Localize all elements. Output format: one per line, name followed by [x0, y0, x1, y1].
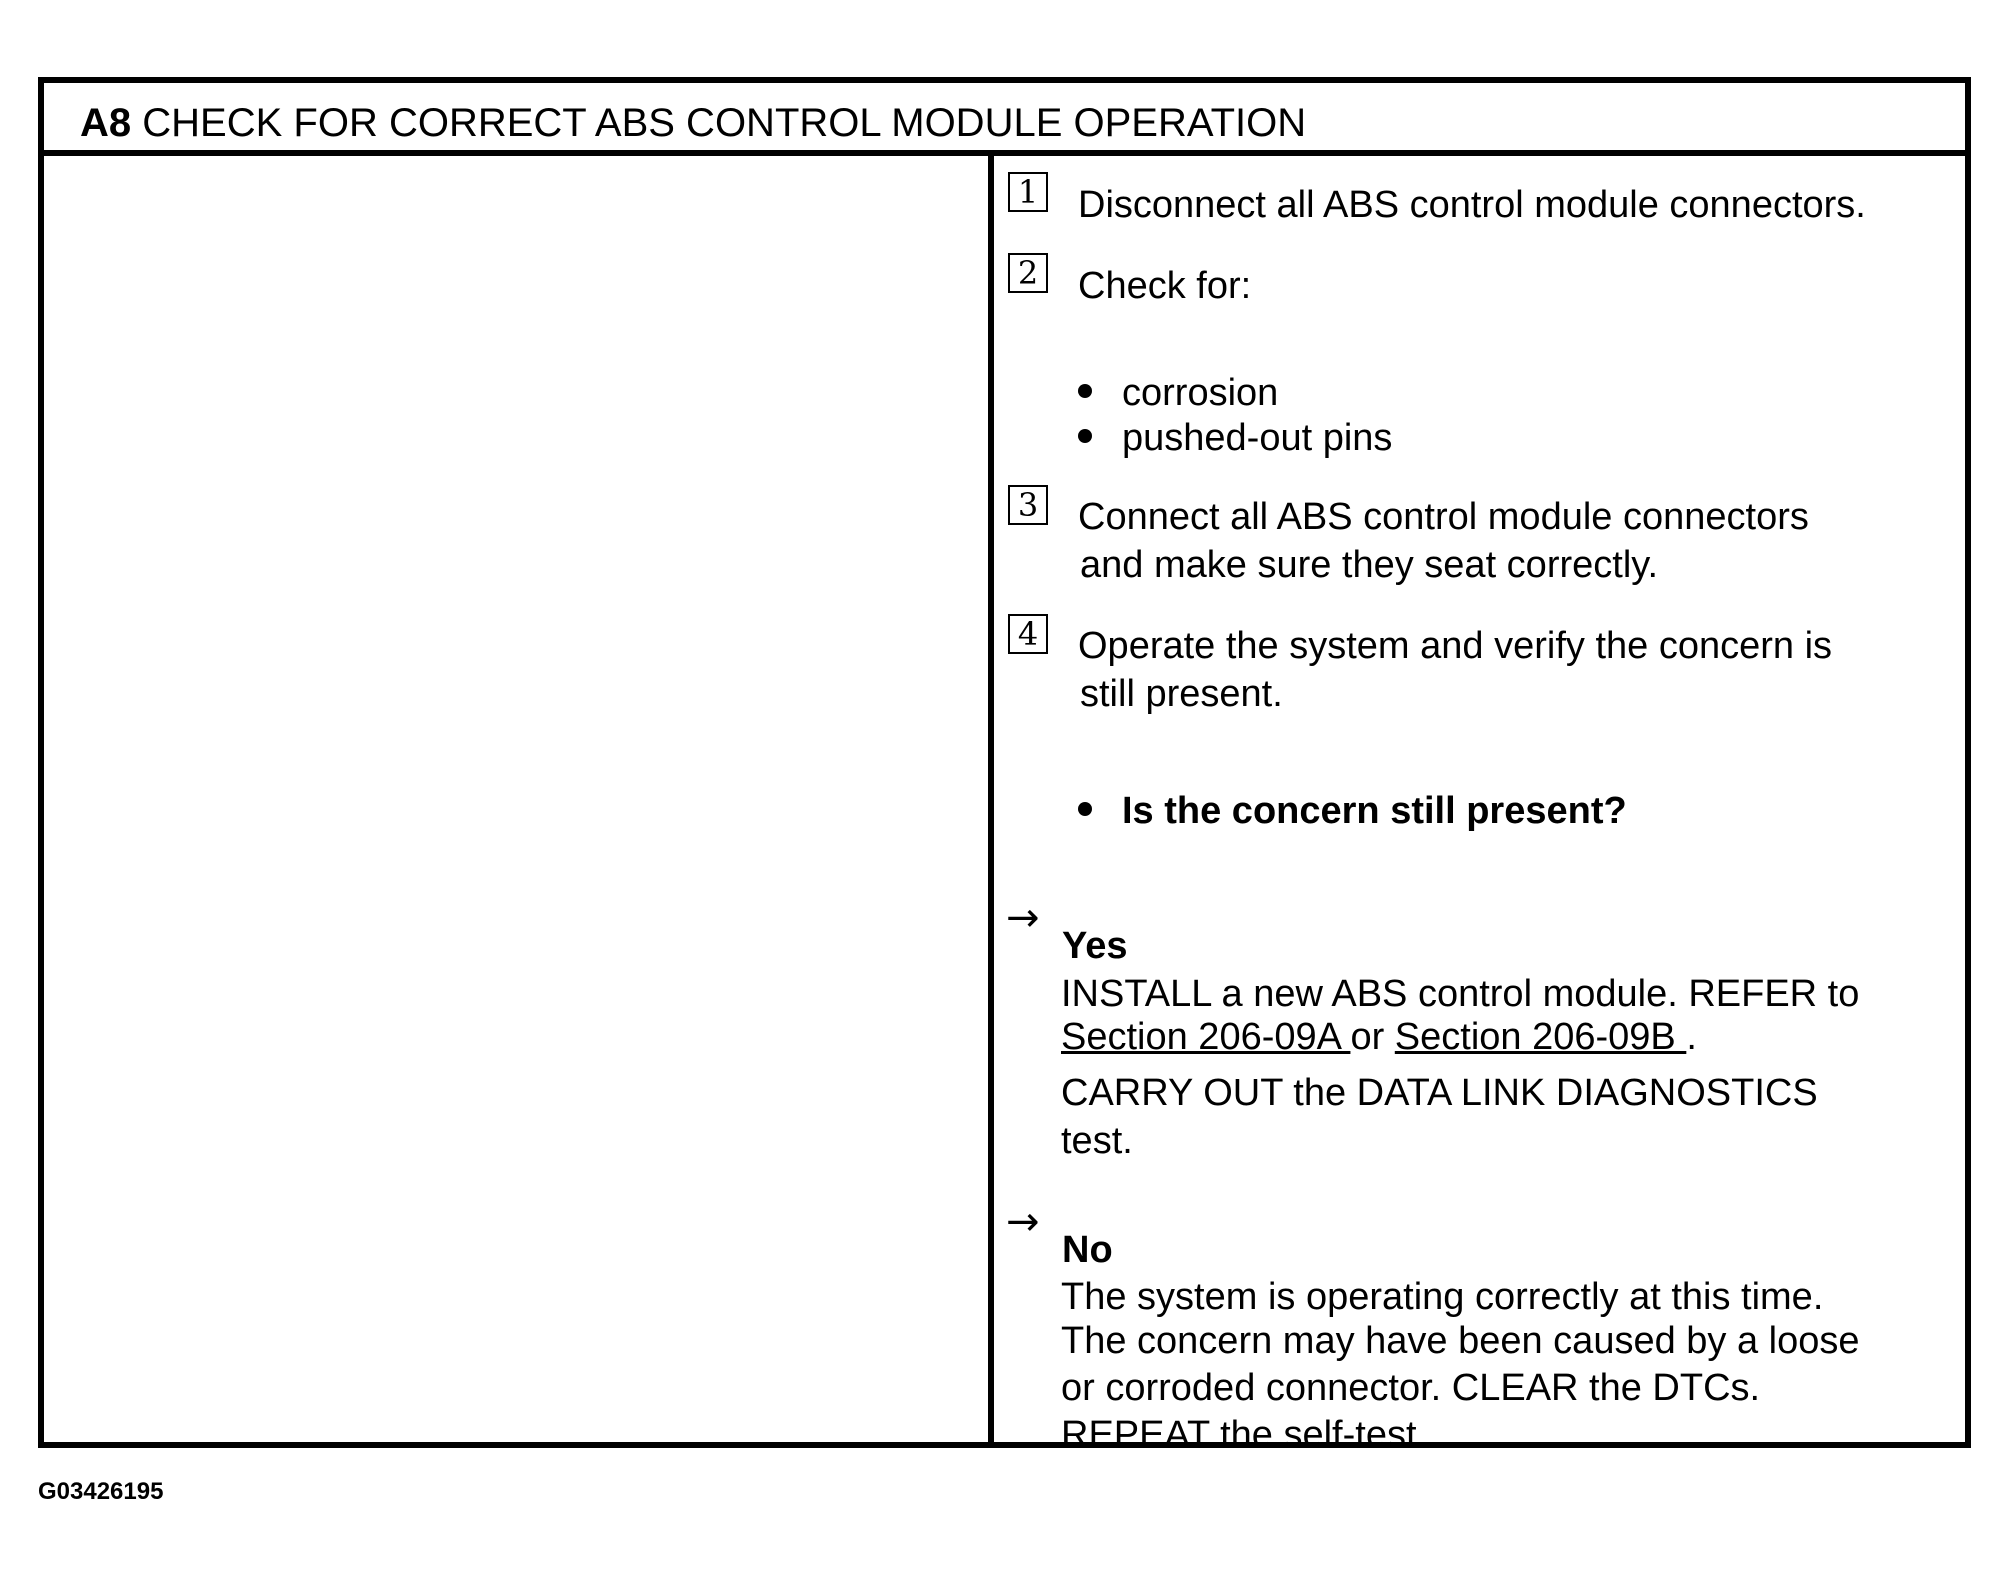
page-title — [80, 101, 1306, 146]
yes-action-line: test. — [1061, 1120, 1133, 1162]
step-text-line: Operate the system and verify the concern is — [1078, 625, 1833, 667]
step-text-line: Connect all ABS control module connectors — [1078, 496, 1809, 538]
title-row — [44, 83, 1965, 156]
procedure-table — [38, 77, 1971, 1456]
step-number-box: 3 — [1008, 485, 1048, 525]
bullet-icon — [1078, 802, 1092, 816]
step-id: A8 — [80, 101, 132, 145]
no-action-line: The system is operating correctly at this time. — [1061, 1276, 1824, 1318]
no-action-line: or corroded connector. CLEAR the DTCs. — [1061, 1367, 1761, 1409]
section-206-09b-link[interactable]: Section 206-09B — [1394, 1016, 1687, 1058]
step-text-line: and make sure they seat correctly. — [1080, 544, 1658, 586]
step-number-box: 1 — [1008, 172, 1048, 212]
yes-label: Yes — [1062, 925, 1128, 967]
yes-action-line: CARRY OUT the DATA LINK DIAGNOSTICS — [1061, 1072, 1818, 1114]
check-item: pushed-out pins — [1078, 415, 1392, 462]
no-action-line: REPEAT the self-test. — [1061, 1414, 1428, 1456]
check-item: corrosion — [1078, 370, 1278, 417]
instructions-pane — [994, 156, 1965, 1456]
step-number-box: 4 — [1008, 614, 1048, 654]
yes-action-line: INSTALL a new ABS control module. REFER to — [1061, 973, 1860, 1015]
arrow-right-icon: → — [1006, 895, 1040, 941]
illustration-pane — [44, 156, 994, 1442]
bullet-icon — [1078, 429, 1092, 443]
figure-id: G03426195 — [38, 1478, 164, 1505]
yes-reference-line: Section 206-09A or Section 206-09B . — [1061, 1016, 1697, 1058]
step-text: Disconnect all ABS control module connectors. — [1078, 184, 1866, 226]
no-label: No — [1062, 1229, 1113, 1271]
step-title: CHECK FOR CORRECT ABS CONTROL MODULE OPERATION — [142, 101, 1307, 145]
step-number-box: 2 — [1008, 253, 1048, 293]
step-text: Check for: — [1078, 265, 1252, 307]
no-action-line: The concern may have been caused by a loose — [1061, 1320, 1860, 1362]
step-text-line: still present. — [1080, 673, 1283, 715]
arrow-right-icon: → — [1006, 1199, 1040, 1245]
bullet-icon — [1078, 384, 1092, 398]
question: Is the concern still present? — [1078, 788, 1627, 835]
section-206-09a-link[interactable]: Section 206-09A — [1061, 1016, 1351, 1058]
